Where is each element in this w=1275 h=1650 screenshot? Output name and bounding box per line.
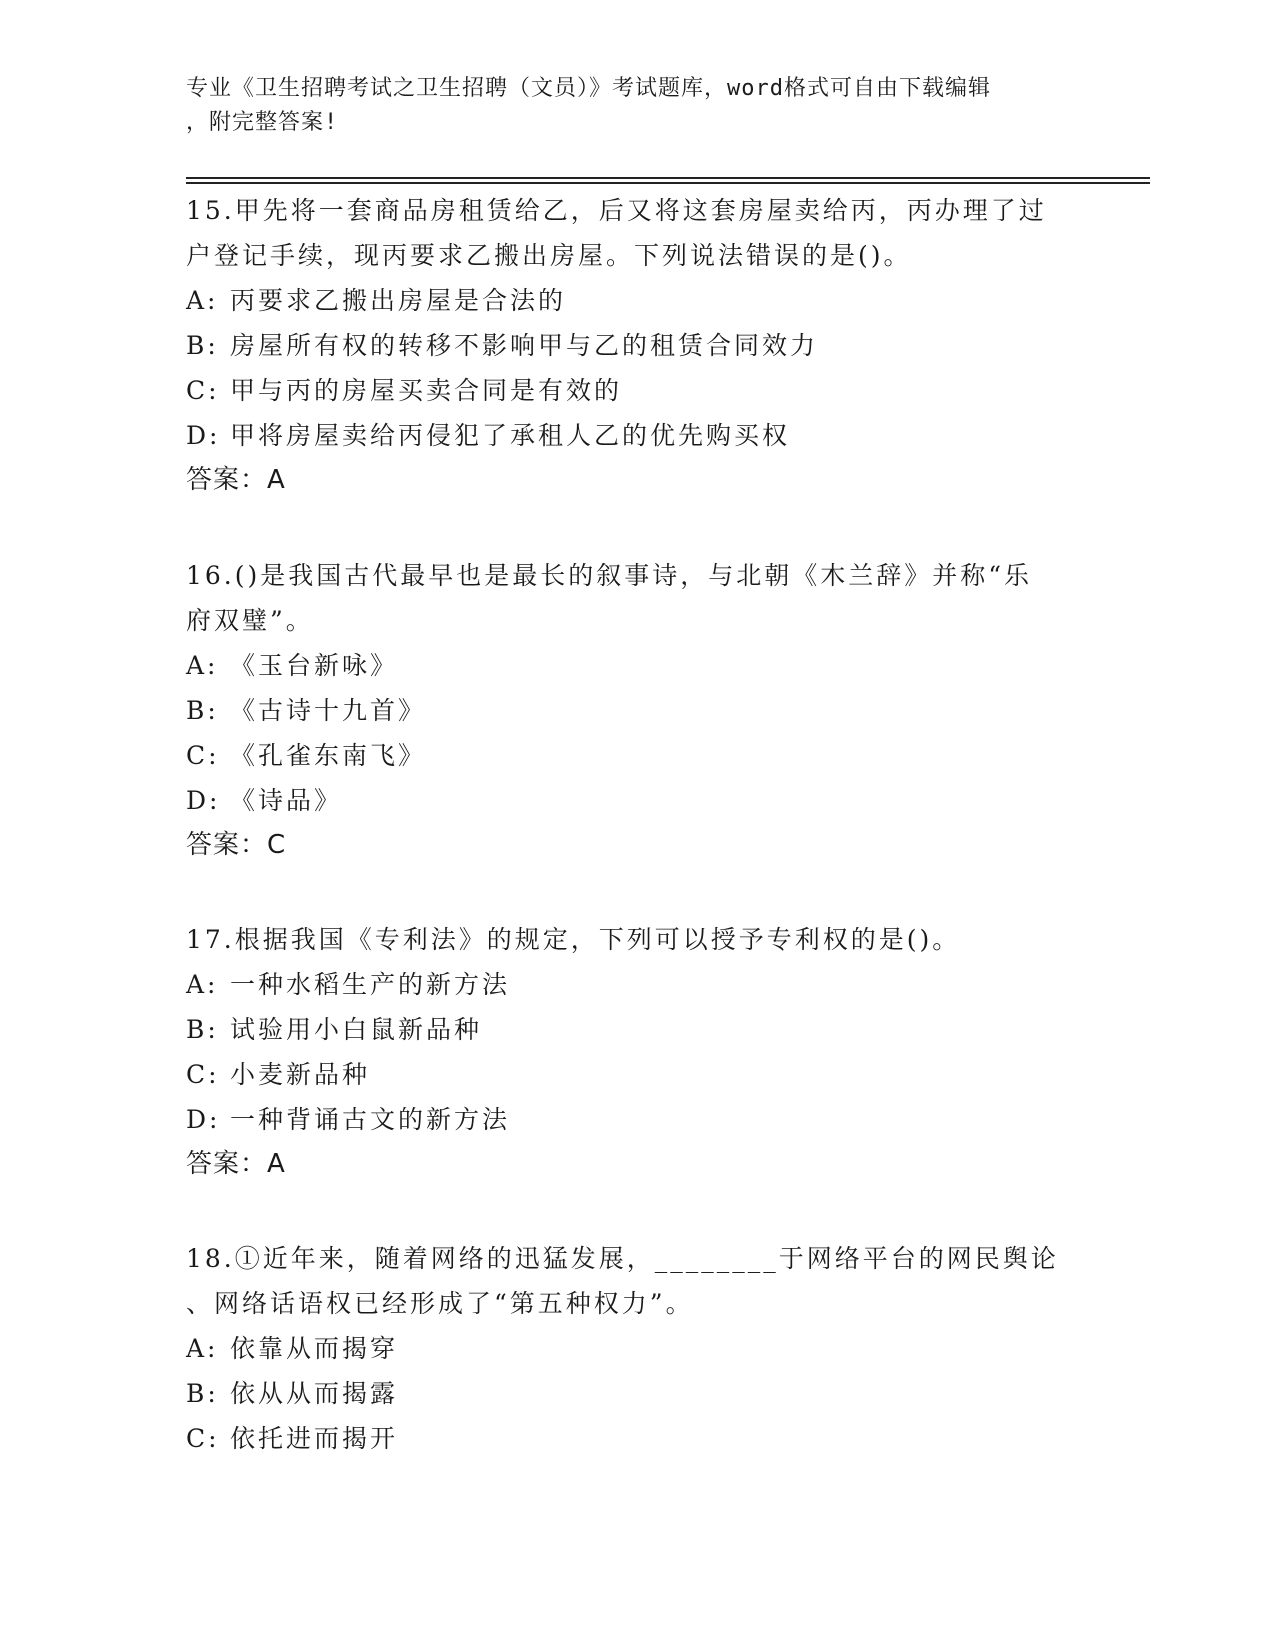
option-letter: B:	[186, 331, 219, 360]
option-d	[186, 413, 1066, 458]
header-line-2: ，附完整答案!	[186, 110, 339, 135]
option-text: 《古诗十九首》	[230, 696, 427, 725]
header-divider-top	[186, 177, 1150, 179]
document-header	[186, 72, 1066, 140]
question-stem-line: 15.甲先将一套商品房租赁给乙，后又将这套房屋卖给丙，丙办理了过	[186, 196, 1047, 225]
answer-line	[186, 458, 1066, 503]
option-a	[186, 643, 1066, 688]
option-text: 试验用小白鼠新品种	[230, 1015, 483, 1044]
question-stem-line: 18.①近年来，随着网络的迅猛发展，________于网络平台的网民舆论	[186, 1244, 1059, 1273]
question-stem-line: 16.()是我国古代最早也是最长的叙事诗，与北朝《木兰辞》并称“乐	[186, 561, 1033, 590]
answer-label: 答案：	[186, 830, 268, 860]
option-text: 甲将房屋卖给丙侵犯了承租人乙的优先购买权	[230, 421, 791, 450]
option-letter: D:	[186, 421, 221, 450]
option-text: 依托进而揭开	[230, 1424, 399, 1453]
option-d	[186, 778, 1066, 823]
question-15	[186, 188, 1066, 503]
option-c	[186, 733, 1066, 778]
option-letter: C:	[186, 1060, 220, 1089]
option-text: 一种背诵古文的新方法	[230, 1105, 511, 1134]
header-line-1: 专业《卫生招聘考试之卫生招聘（文员）》考试题库，word格式可自由下载编辑	[186, 76, 991, 101]
option-text: 依靠从而揭穿	[230, 1334, 399, 1363]
option-text: 房屋所有权的转移不影响甲与乙的租赁合同效力	[230, 331, 819, 360]
answer-line	[186, 1142, 1066, 1187]
option-c	[186, 1416, 1066, 1461]
option-b	[186, 1007, 1066, 1052]
question-16	[186, 553, 1066, 868]
question-stem-line: 户登记手续，现丙要求乙搬出房屋。下列说法错误的是()。	[186, 241, 912, 270]
answer-label: 答案：	[186, 465, 268, 495]
option-letter: A:	[186, 286, 219, 315]
question-stem-line: 17.根据我国《专利法》的规定，下列可以授予专利权的是()。	[186, 925, 961, 954]
option-text: 小麦新品种	[230, 1060, 371, 1089]
option-a	[186, 1326, 1066, 1371]
answer-label: 答案：	[186, 1149, 268, 1179]
option-a	[186, 278, 1066, 323]
answer-value: A	[267, 465, 286, 495]
option-letter: B:	[186, 1379, 219, 1408]
option-letter: D:	[186, 786, 221, 815]
option-b	[186, 688, 1066, 733]
option-a	[186, 962, 1066, 1007]
answer-value: A	[267, 1149, 286, 1179]
option-letter: C:	[186, 1424, 220, 1453]
option-letter: A:	[186, 651, 219, 680]
option-text: 甲与丙的房屋买卖合同是有效的	[230, 376, 623, 405]
option-letter: A:	[186, 1334, 219, 1363]
answer-line	[186, 823, 1066, 868]
question-18	[186, 1236, 1066, 1461]
question-stem-line: 、网络话语权已经形成了“第五种权力”。	[186, 1289, 694, 1318]
option-text: 《诗品》	[230, 786, 343, 815]
option-b	[186, 323, 1066, 368]
option-d	[186, 1097, 1066, 1142]
option-c	[186, 1052, 1066, 1097]
header-divider-bottom	[186, 182, 1150, 184]
answer-value: C	[267, 830, 287, 860]
option-text: 《孔雀东南飞》	[230, 741, 427, 770]
question-stem-line: 府双璧”。	[186, 606, 314, 635]
option-text: 一种水稻生产的新方法	[230, 970, 511, 999]
option-text: 依从从而揭露	[230, 1379, 399, 1408]
option-text: 丙要求乙搬出房屋是合法的	[230, 286, 567, 315]
option-text: 《玉台新咏》	[230, 651, 399, 680]
option-letter: B:	[186, 1015, 219, 1044]
option-c	[186, 368, 1066, 413]
option-letter: D:	[186, 1105, 221, 1134]
option-letter: C:	[186, 376, 220, 405]
question-17	[186, 917, 1066, 1187]
option-letter: B:	[186, 696, 219, 725]
option-letter: A:	[186, 970, 219, 999]
option-letter: C:	[186, 741, 220, 770]
option-b	[186, 1371, 1066, 1416]
